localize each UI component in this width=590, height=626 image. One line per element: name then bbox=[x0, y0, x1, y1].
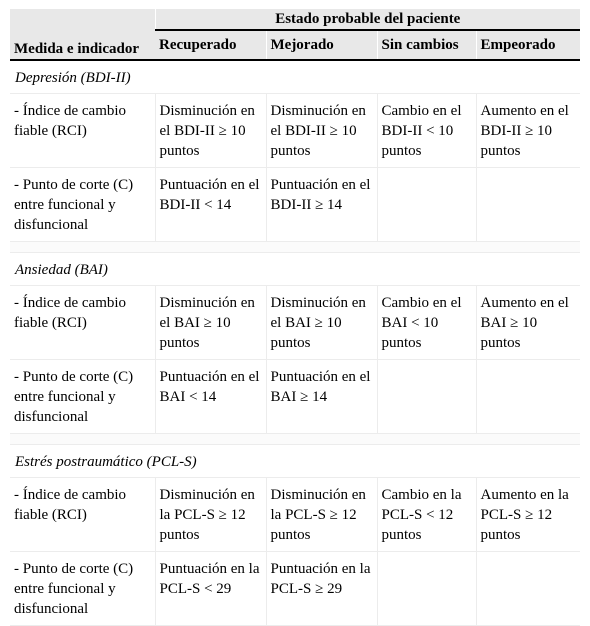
table-row bbox=[10, 94, 580, 168]
outcome-criteria-table bbox=[10, 9, 580, 626]
table-row bbox=[10, 360, 580, 434]
table-row bbox=[10, 286, 580, 360]
table-cell bbox=[476, 552, 580, 626]
table-row bbox=[10, 478, 580, 552]
table-cell: Puntuación en el BDI-II ≥ 14 bbox=[266, 168, 377, 242]
measure-column-header: Medida e indicador bbox=[10, 9, 155, 60]
table-cell: Disminución en el BAI ≥ 10 puntos bbox=[155, 286, 266, 360]
table-cell: Aumento en el BDI-II ≥ 10 puntos bbox=[476, 94, 580, 168]
section-row-estres-postraumatico bbox=[10, 445, 580, 478]
table-cell bbox=[377, 360, 476, 434]
state-header-mejorado: Mejorado bbox=[266, 30, 377, 60]
indicator-label: - Punto de corte (C) entre funcional y disfuncional bbox=[10, 168, 155, 242]
section-row-ansiedad bbox=[10, 253, 580, 286]
indicator-label: - Punto de corte (C) entre funcional y disfuncional bbox=[10, 552, 155, 626]
table-cell: Puntuación en el BDI-II < 14 bbox=[155, 168, 266, 242]
table-cell: Cambio en el BDI-II < 10 puntos bbox=[377, 94, 476, 168]
table-cell bbox=[377, 168, 476, 242]
table-cell: Puntuación en la PCL-S ≥ 29 bbox=[266, 552, 377, 626]
section-spacer bbox=[10, 434, 580, 445]
table-cell: Aumento en la PCL-S ≥ 12 puntos bbox=[476, 478, 580, 552]
table-cell bbox=[377, 552, 476, 626]
table-header bbox=[10, 9, 580, 60]
table-cell: Disminución en la PCL-S ≥ 12 puntos bbox=[266, 478, 377, 552]
section-spacer bbox=[10, 242, 580, 253]
table-cell bbox=[476, 360, 580, 434]
table-cell: Disminución en la PCL-S ≥ 12 puntos bbox=[155, 478, 266, 552]
table-cell: Puntuación en el BAI < 14 bbox=[155, 360, 266, 434]
indicator-label: - Índice de cambio fiable (RCI) bbox=[10, 286, 155, 360]
table-cell: Puntuación en la PCL-S < 29 bbox=[155, 552, 266, 626]
patient-state-group-header: Estado probable del paciente bbox=[155, 9, 580, 30]
section-title: Depresión (BDI-II) bbox=[10, 60, 580, 94]
table-row bbox=[10, 168, 580, 242]
state-header-empeorado: Empeorado bbox=[476, 30, 580, 60]
table-row bbox=[10, 552, 580, 626]
section-title: Ansiedad (BAI) bbox=[10, 253, 580, 286]
indicator-label: - Punto de corte (C) entre funcional y disfuncional bbox=[10, 360, 155, 434]
table-cell: Disminución en el BAI ≥ 10 puntos bbox=[266, 286, 377, 360]
table-cell: Cambio en la PCL-S < 12 puntos bbox=[377, 478, 476, 552]
table-cell: Aumento en el BAI ≥ 10 puntos bbox=[476, 286, 580, 360]
table-body bbox=[10, 60, 580, 626]
section-row-depresion bbox=[10, 60, 580, 94]
table-cell: Puntuación en el BAI ≥ 14 bbox=[266, 360, 377, 434]
table-cell bbox=[476, 168, 580, 242]
table-cell: Disminución en el BDI-II ≥ 10 puntos bbox=[266, 94, 377, 168]
indicator-label: - Índice de cambio fiable (RCI) bbox=[10, 478, 155, 552]
section-title: Estrés postraumático (PCL-S) bbox=[10, 445, 580, 478]
table-cell: Disminución en el BDI-II ≥ 10 puntos bbox=[155, 94, 266, 168]
table-cell: Cambio en el BAI < 10 puntos bbox=[377, 286, 476, 360]
indicator-label: - Índice de cambio fiable (RCI) bbox=[10, 94, 155, 168]
state-header-recuperado: Recuperado bbox=[155, 30, 266, 60]
state-header-sin-cambios: Sin cambios bbox=[377, 30, 476, 60]
